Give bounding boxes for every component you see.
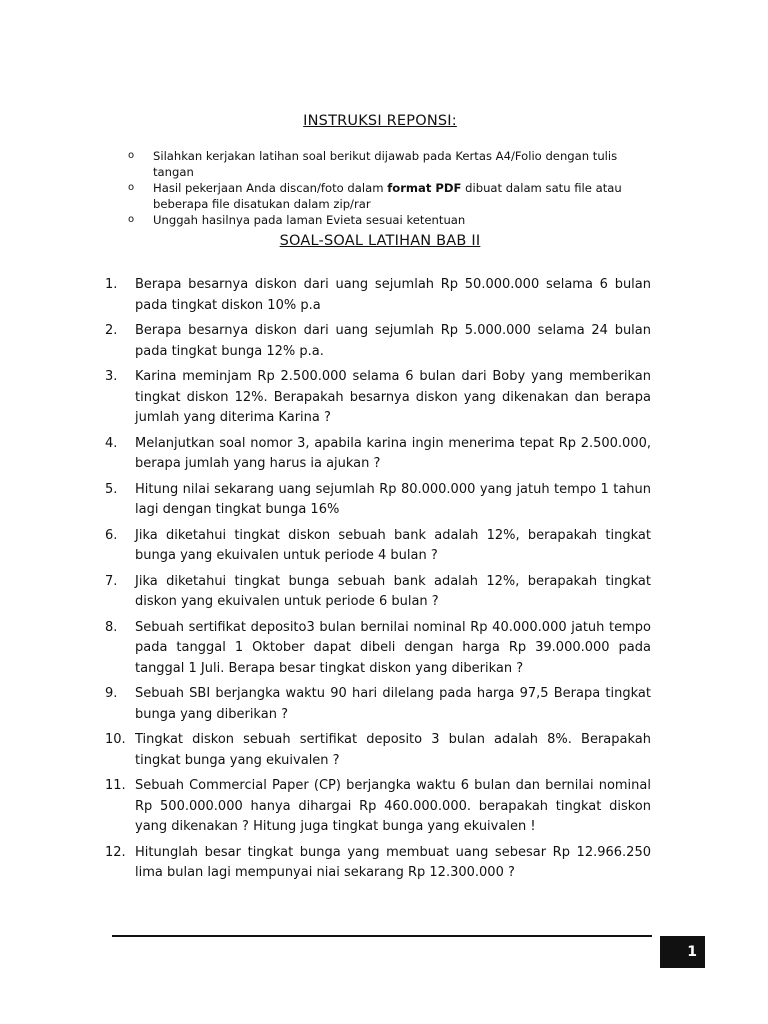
footer-divider (112, 935, 652, 937)
question-item (105, 572, 651, 613)
question-text: Sebuah Commercial Paper (CP) berjangka waktu 6 bulan dan bernilai nominal Rp 500.000.000 hanya dihargai Rp 460.000.000. berapakah tingkat diskon yang dikenakan ? Hitung juga tingkat bunga yang ekuivalen ! (135, 778, 651, 834)
question-item (105, 275, 651, 316)
question-number: 4. (105, 435, 118, 451)
question-text: Jika diketahui tingkat diskon sebuah bank adalah 12%, berapakah tingkat bunga yang ekuivalen untuk periode 4 bulan ? (135, 527, 651, 563)
bullet-icon: o (128, 182, 135, 193)
question-text: Sebuah sertifikat deposito3 bulan bernilai nominal Rp 40.000.000 jatuh tempo pada tanggal 1 Oktober dapat dibeli dengan harga Rp 39.000.000 pada tanggal 1 Juli. Berapa besar tingkat diskon yang diberikan ? (135, 619, 651, 676)
question-text: Berapa besarnya diskon dari uang sejumlah Rp 50.000.000 selama 6 bulan pada tingkat diskon 10% p.a (135, 277, 651, 313)
question-number: 10. (105, 732, 126, 747)
question-text: Hitunglah besar tingkat bunga yang membuat uang sebesar Rp 12.966.250 lima bulan lagi mempunyai niai sekarang Rp 12.300.000 ? (135, 844, 651, 880)
instruction-text-after: dibuat dalam satu file atau beberapa file disatukan dalam zip/rar (153, 181, 622, 211)
question-item (105, 480, 651, 521)
question-text: Sebuah SBI berjangka waktu 90 hari dilelang pada harga 97,5 Berapa tingkat bunga yang diberikan ? (135, 686, 651, 722)
question-number: 8. (105, 619, 118, 635)
question-number: 9. (105, 686, 118, 701)
question-item (105, 684, 651, 725)
instruction-text-before: Hasil pekerjaan Anda discan/foto dalam (153, 181, 388, 195)
question-item (105, 321, 651, 362)
question-item (105, 618, 651, 680)
question-number: 2. (105, 323, 118, 338)
bullet-icon: o (128, 150, 135, 161)
question-number: 6. (105, 527, 118, 543)
question-number: 11. (105, 778, 126, 793)
question-item (105, 776, 651, 838)
question-text: Melanjutkan soal nomor 3, apabila karina ingin menerima tepat Rp 2.500.000, berapa jumlah yang harus ia ajukan ? (135, 435, 651, 471)
instructions-list (128, 148, 658, 228)
exercises-title: SOAL-SOAL LATIHAN BAB II (279, 233, 481, 249)
question-text: Karina meminjam Rp 2.500.000 selama 6 bulan dari Boby yang memberikan tingkat diskon 12%. Berapakah besarnya diskon yang dikenakan dan berapa jumlah yang diterima Karina ? (135, 369, 651, 425)
question-number: 1. (105, 277, 118, 292)
question-number: 12. (105, 844, 126, 860)
instruction-text-bold: format PDF (387, 181, 462, 195)
question-number: 7. (105, 573, 118, 589)
question-item (105, 367, 651, 429)
question-text: Tingkat diskon sebuah sertifikat deposito 3 bulan adalah 8%. Berapakah tingkat bunga yang ekuivalen ? (135, 732, 651, 768)
instruction-item (128, 180, 658, 212)
instruction-item (128, 148, 658, 180)
question-item (105, 434, 651, 475)
question-text: Berapa besarnya diskon dari uang sejumlah Rp 5.000.000 selama 24 bulan pada tingkat bunga 12% p.a. (135, 323, 651, 359)
question-number: 3. (105, 369, 118, 384)
instruction-text: Silahkan kerjakan latihan soal berikut dijawab pada Kertas A4/Folio dengan tulis tangan (153, 149, 618, 179)
question-item (105, 730, 651, 771)
bullet-icon: o (128, 214, 135, 225)
page-number: 1 (687, 944, 697, 960)
question-text: Hitung nilai sekarang uang sejumlah Rp 80.000.000 yang jatuh tempo 1 tahun lagi dengan tingkat bunga 16% (135, 481, 651, 517)
question-item (105, 526, 651, 567)
page-number-box (660, 936, 705, 968)
instruction-item (128, 212, 658, 228)
question-number: 5. (105, 481, 118, 497)
question-item (105, 843, 651, 884)
question-list (105, 275, 651, 889)
instructions-title: INSTRUKSI REPONSI: (303, 113, 457, 129)
question-text: Jika diketahui tingkat bunga sebuah bank adalah 12%, berapakah tingkat diskon yang ekuivalen untuk periode 6 bulan ? (135, 573, 651, 609)
instruction-text: Unggah hasilnya pada laman Evieta sesuai ketentuan (153, 213, 466, 227)
